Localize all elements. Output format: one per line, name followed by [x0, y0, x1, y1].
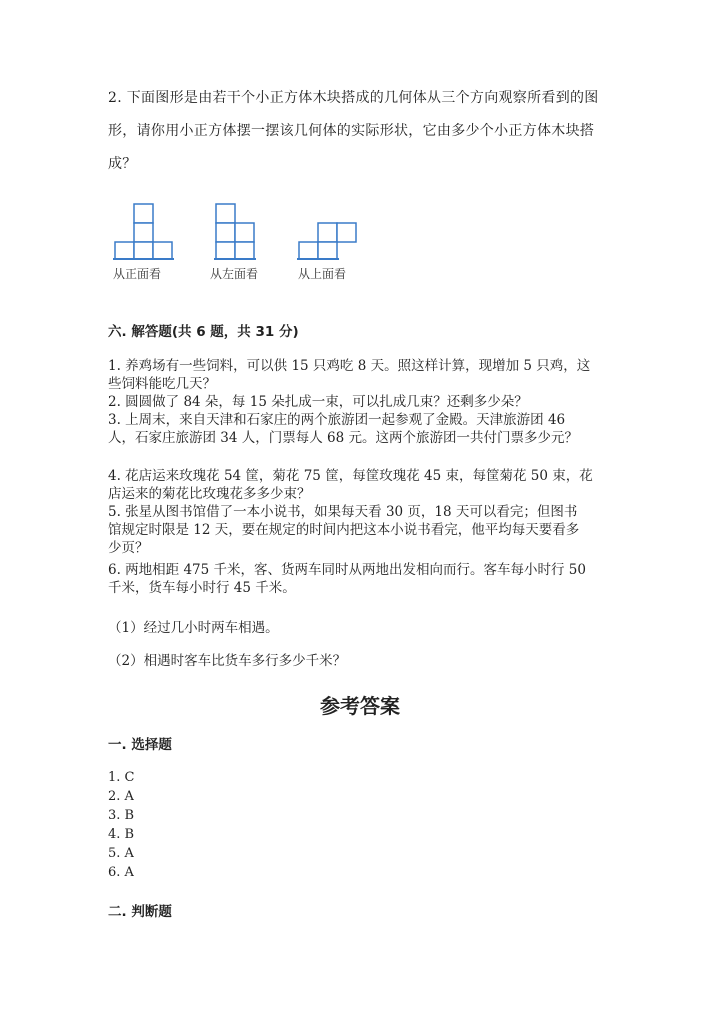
problem-3-line-2: 人，石家庄旅游团 34 人，门票每人 68 元。这两个旅游团一共付门票多少元？ — [108, 430, 579, 446]
question-2-line-1: 2. 下面图形是由若干个小正方体木块搭成的几何体从三个方向观察所看到的图 — [108, 90, 599, 106]
answer-item: 5. A — [108, 846, 134, 861]
left-view-figure — [214, 204, 256, 259]
view-figures — [108, 200, 368, 260]
answer-item: 6. A — [108, 865, 134, 880]
section-6-heading: 六. 解答题(共 6 题，共 31 分) — [108, 324, 299, 340]
problem-5-line-2: 馆规定时限是 12 天，要在规定的时间内把这本小说书看完，他平均每天要看多 — [108, 522, 580, 538]
front-view-figure — [113, 204, 174, 259]
answers-section-2-heading: 二. 判断题 — [108, 904, 172, 920]
top-view-figure — [297, 223, 356, 259]
problem-2-line-1: 2. 圆圆做了 84 朵，每 15 朵扎成一束，可以扎成几束？还剩多少朵？ — [108, 394, 528, 410]
top-view-label: 从上面看 — [298, 267, 347, 281]
problem-4-line-1: 4. 花店运来玫瑰花 54 筐，菊花 75 筐，每筐玫瑰花 45 束，每筐菊花 50 束，花 — [108, 468, 593, 484]
problem-5-line-3: 少页？ — [108, 540, 149, 556]
left-view-label: 从左面看 — [210, 267, 259, 281]
answer-item: 1. C — [108, 770, 135, 785]
answers-title: 参考答案 — [320, 694, 400, 718]
answers-section-1-heading: 一. 选择题 — [108, 737, 172, 753]
question-2-line-2: 形，请你用小正方体摆一摆该几何体的实际形状，它由多少个小正方体木块搭 — [108, 123, 595, 139]
problem-5-line-1: 5. 张星从图书馆借了一本小说书，如果每天看 30 页，18 天可以看完；但图书 — [108, 504, 578, 520]
problem-6-sub-1: （1）经过几小时两车相遇。 — [108, 620, 279, 636]
problem-1-line-1: 1. 养鸡场有一些饲料，可以供 15 只鸡吃 8 天。照这样计算，现增加 5 只鸡，这 — [108, 358, 591, 374]
front-view-label: 从正面看 — [113, 267, 162, 281]
problem-3-line-1: 3. 上周末，来自天津和石家庄的两个旅游团一起参观了金殿。天津旅游团 46 — [108, 412, 566, 428]
problem-6-line-1: 6. 两地相距 475 千米，客、货两车同时从两地出发相向而行。客车每小时行 50 — [108, 562, 586, 578]
answer-item: 3. B — [108, 808, 135, 823]
answer-item: 2. A — [108, 789, 134, 804]
question-2-line-3: 成？ — [108, 156, 137, 172]
problem-6-line-2: 千米，货车每小时行 45 千米。 — [108, 580, 296, 596]
problem-1-line-2: 些饲料能吃几天？ — [108, 376, 216, 392]
problem-6-sub-2: （2）相遇时客车比货车多行多少千米？ — [108, 653, 347, 669]
problem-4-line-2: 店运来的菊花比玫瑰花多多少束？ — [108, 486, 311, 502]
answer-item: 4. B — [108, 827, 135, 842]
